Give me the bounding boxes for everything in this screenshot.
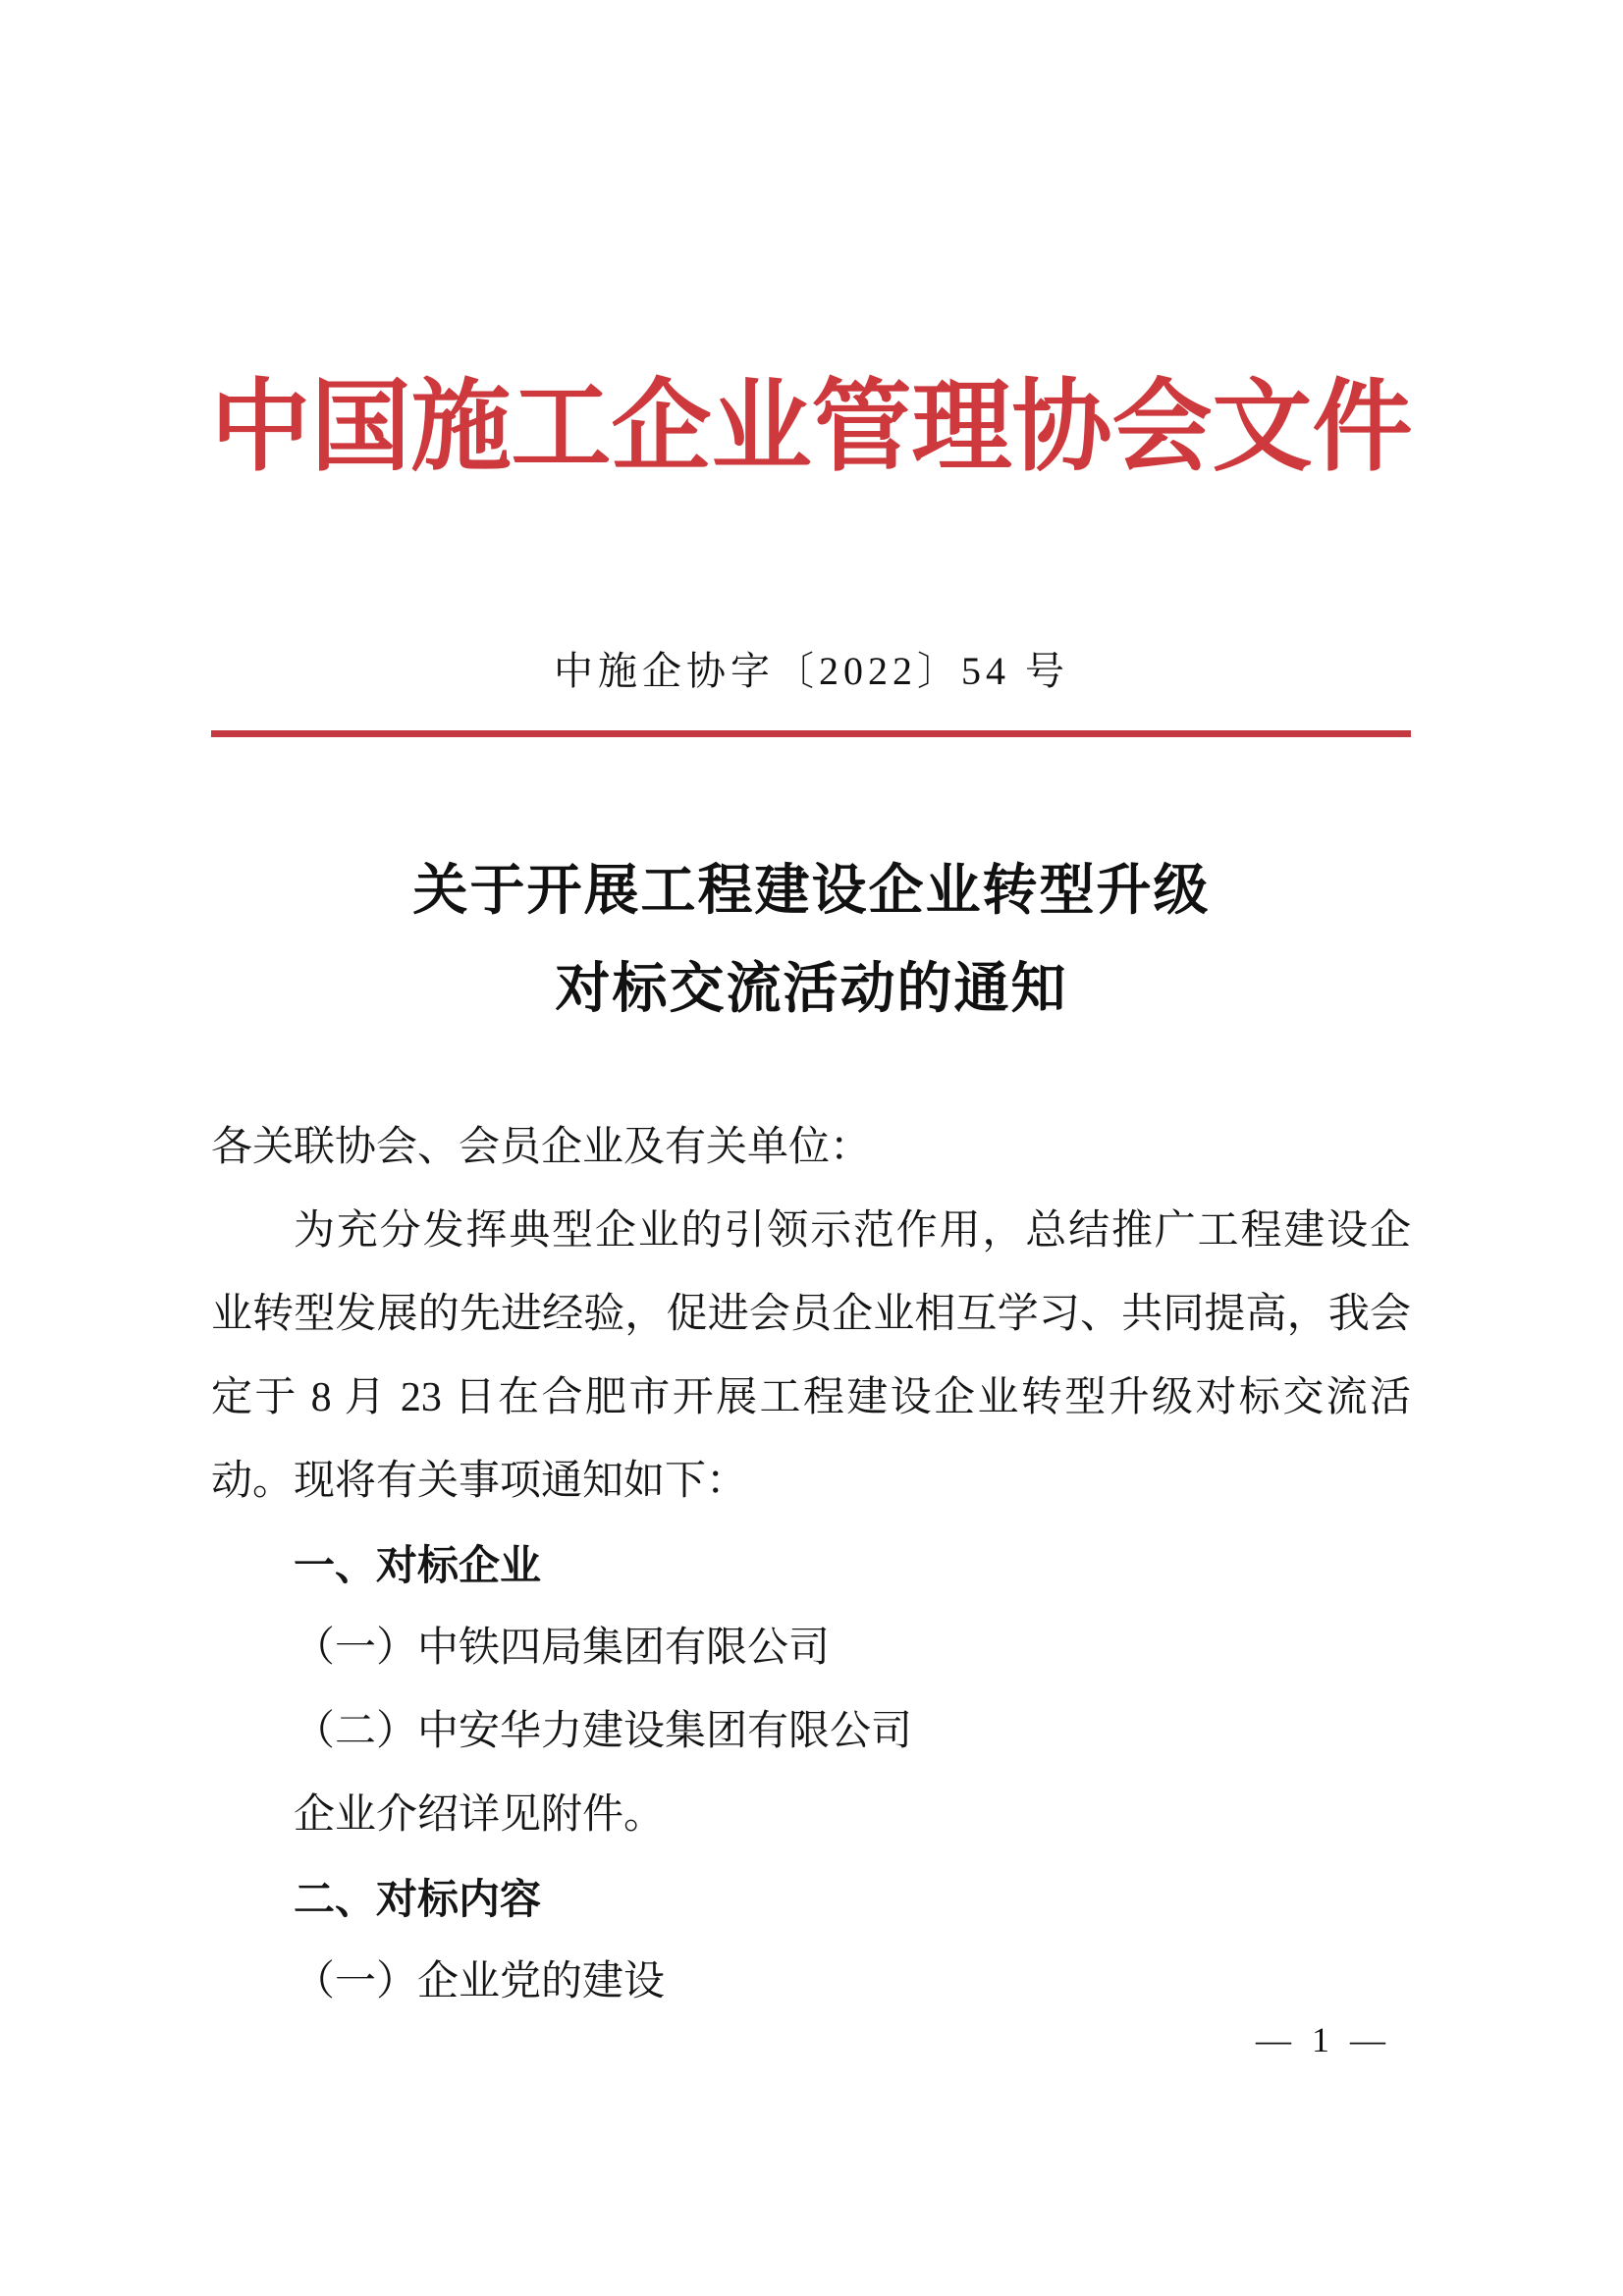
paragraph-line: 动。现将有关事项通知如下： xyxy=(211,1459,748,1504)
paragraph-line: 定于 8 月 23 日在合肥市开展工程建设企业转型升级对标交流活 xyxy=(211,1375,1411,1420)
section-heading-2: 二、对标内容 xyxy=(294,1876,542,1922)
document-title-line-1: 关于开展工程建设企业转型升级 xyxy=(412,861,1211,922)
salutation-line: 各关联协会、会员企业及有关单位： xyxy=(211,1125,872,1170)
section-heading-1: 一、对标企业 xyxy=(294,1542,542,1588)
page-number: — 1 — xyxy=(1256,2020,1391,2059)
paragraph-line: 为充分发挥典型企业的引领示范作用，总结推广工程建设企 xyxy=(294,1208,1411,1254)
red-divider-line xyxy=(211,730,1411,737)
document-title xyxy=(0,842,1623,1039)
list-item-1-1: （一）中铁四局集团有限公司 xyxy=(294,1626,831,1671)
list-item-2-1: （一）企业党的建设 xyxy=(294,1959,666,2004)
document-title-line-2: 对标交流活动的通知 xyxy=(555,959,1068,1020)
document-number: 中施企协字〔2022〕54 号 xyxy=(554,649,1069,693)
document-body xyxy=(211,1106,1411,2024)
letterhead-title: 中国施工企业管理协会文件 xyxy=(210,373,1413,484)
list-item-1-2: （二）中安华力建设集团有限公司 xyxy=(294,1709,913,1754)
paragraph-line: 业转型发展的先进经验，促进会员企业相互学习、共同提高，我会 xyxy=(211,1292,1411,1337)
attachment-note-line: 企业介绍详见附件。 xyxy=(294,1792,666,1838)
